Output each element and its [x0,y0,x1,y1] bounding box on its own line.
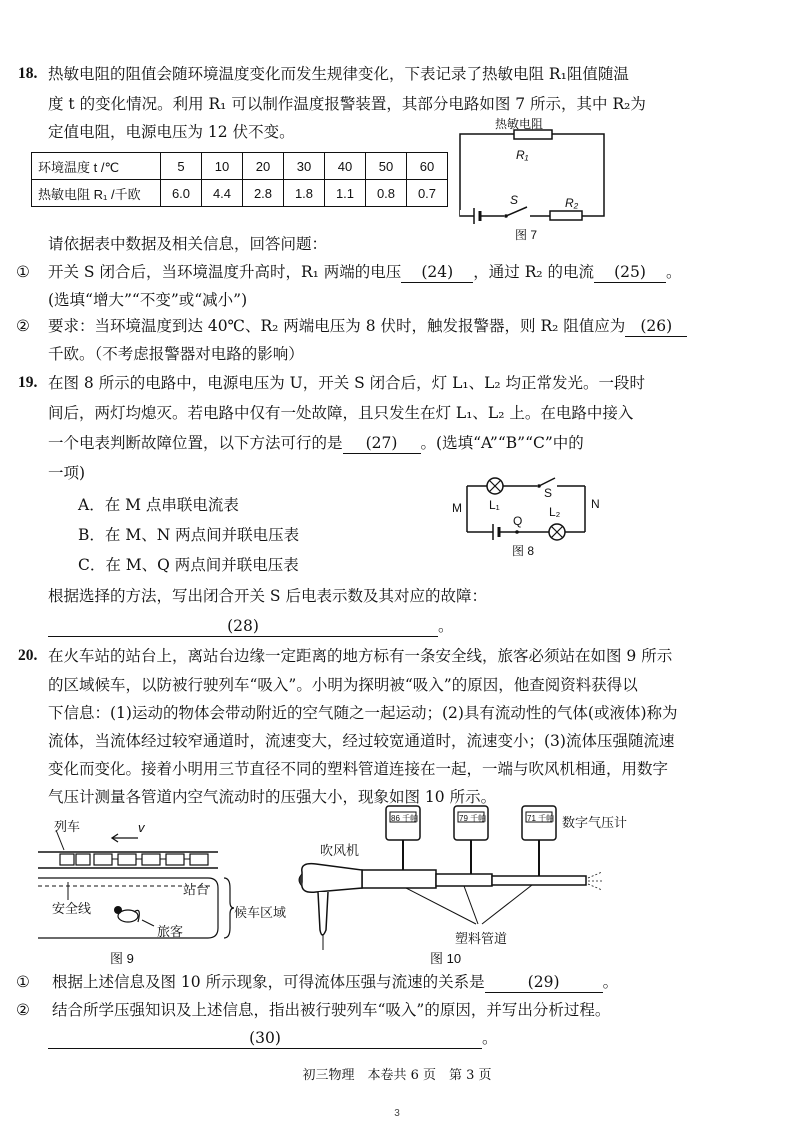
table-cell: 4.4 [202,180,243,207]
fig10-caption: 图 10 [430,951,462,966]
fig10-pipe-label: 塑料管道 [455,931,508,946]
switch-s-symbol [539,478,555,486]
table-cell: 10 [202,153,243,180]
q19-text-line4: 一项) [48,464,86,482]
q20-sub1-text [52,972,618,993]
fig9-velocity-label: v [138,820,145,835]
hair-dryer-icon [299,864,362,950]
fig7-s-label: S [510,193,519,207]
fig8-n-label: N [591,497,600,511]
q18-sub1-mark: ① [16,263,30,281]
q18-text-line1: 热敏电阻的阻值会随环境温度变化而发生规律变化，下表记录了热敏电阻 R₁阻值随温 [48,65,629,83]
air-flow-icon [588,872,602,890]
fig9-waiting-area-label: 候车区域 [234,905,287,920]
q18-sub1-part-c: 。 [666,263,682,281]
fig8-l2-label: L₂ [549,505,561,519]
q19-option-a: A．在 M 点串联电流表 [78,496,239,514]
fig8-q-label: Q [513,514,523,528]
q18-sub2-line2: 千欧。（不考虑报警器对电路的影响） [48,345,304,363]
table-cell: 5 [161,153,202,180]
thermistor-data-table [31,152,448,207]
answer-blank-30[interactable]: (30) [48,1028,482,1049]
fig10-dryer-label: 吹风机 [320,843,360,858]
table-header-temperature: 环境温度 t /℃ [32,153,161,180]
table-cell: 6.0 [161,180,202,207]
answer-blank-26[interactable]: (26) [625,316,687,337]
table-cell: 50 [366,153,407,180]
answer-blank-24[interactable]: (24) [401,262,473,283]
q20-text-line2: 的区域候车，以防被行驶列车“吸入”。小明为探明被“吸入”的原因，他查阅资料获得以 [48,676,638,694]
q20-sub1-prompt: 根据上述信息及图 10 所示现象，可得流体压强与流速的关系是 [52,973,485,991]
resistor-r2-symbol [550,211,582,220]
q20-sub1-mark: ① [16,973,30,991]
q19-line3-part-b: 。(选填“A”“B”“C”中的 [420,434,584,452]
q19-option-b: B．在 M、N 两点间并联电压表 [78,526,300,544]
q18-sub1-line2: (选填“增大”“不变”或“减小”) [48,291,248,309]
table-cell: 0.7 [407,180,448,207]
q19-line3-part-a: 一个电表判断故障位置，以下方法可行的是 [48,434,343,452]
q20-text-line5: 变化而变化。接着小明用三节直径不同的塑料管道连接在一起，一端与吹风机相通，用数字 [48,760,669,778]
q19-after-text: 根据选择的方法，写出闭合开关 S 后电表示数及其对应的故障： [48,587,487,605]
fig7-r2-label: R₂ [565,196,579,210]
fig8-m-label: M [452,501,462,515]
q20-text-line6: 气压计测量各管道内空气流动时的压强大小，现象如图 10 所示。 [48,788,497,806]
fig7-thermistor-label: 热敏电阻 [495,117,544,131]
q18-sub1-part-b: ，通过 R₂ 的电流 [473,263,595,281]
fig7-caption: 图 7 [515,228,538,242]
gauge-3-reading: 71 千帕 [527,814,555,823]
fig9-passenger-label: 旅客 [157,924,184,939]
fig9-caption: 图 9 [110,951,134,966]
answer-blank-28[interactable]: (28) [48,616,438,637]
q19-text-line3 [48,433,584,454]
q18-prompt: 请依据表中数据及相关信息，回答问题： [48,235,328,253]
table-row-resistance [32,180,448,207]
q20-sub2-text: 结合所学压强知识及上述信息，指出被行驶列车“吸入”的原因，并写出分析过程。 [52,1001,611,1019]
fig10-gauge-label: 数字气压计 [562,815,628,830]
q19-answer-line [48,616,454,637]
answer-blank-29[interactable]: (29) [485,972,603,993]
fig8-s-label: S [544,486,553,500]
gauge-1-reading: 86 千帕 [391,814,419,823]
figure-10-apparatus [296,800,606,956]
fig8-caption: 图 8 [512,544,535,558]
answer-blank-27[interactable]: (27) [343,433,421,454]
gauge-2-reading: 79 千帕 [459,814,487,823]
table-cell: 0.8 [366,180,407,207]
page-number: 3 [394,1108,400,1119]
question-number-18: 18. [18,65,38,82]
table-cell: 2.8 [243,180,284,207]
table-cell: 1.1 [325,180,366,207]
q18-sub1-part-a: 开关 S 闭合后，当环境温度升高时，R₁ 两端的电压 [48,263,402,281]
q19-text-line2: 间后，两灯均熄灭。若电路中仅有一处故障，且只发生在灯 L₁、L₂ 上。在电路中接入 [48,404,634,422]
table-row-temperature [32,153,448,180]
q20-sub1-end: 。 [602,973,619,991]
q20-sub2-end: 。 [482,1029,498,1047]
q18-sub2-mark: ② [16,317,30,335]
q20-text-line1: 在火车站的站台上，离站台边缘一定距离的地方标有一条安全线，旅客必须站在如图 9 所示 [48,647,673,665]
q18-text-line3: 定值电阻，电源电压为 12 伏不变。 [48,123,295,141]
fig8-l1-label: L₁ [489,498,500,512]
figure-8-circuit [455,472,605,552]
question-number-20: 20. [18,647,38,664]
figure-7-circuit [452,114,612,240]
q18-sub1-text [48,262,682,283]
passenger-icon [114,906,139,922]
fig7-r1-label: R₁ [516,148,529,162]
table-header-resistance: 热敏电阻 R₁ /千欧 [32,180,161,207]
table-cell: 20 [243,153,284,180]
fig9-platform-label: 站台 [183,882,210,897]
q18-text-line2: 度 t 的变化情况。利用 R₁ 可以制作温度报警装置，其部分电路如图 7 所示，其中 R₂为 [48,95,646,113]
answer-blank-25[interactable]: (25) [594,262,666,283]
q19-end-mark: 。 [438,617,454,635]
table-cell: 1.8 [284,180,325,207]
table-cell: 60 [407,153,448,180]
q20-sub2-mark: ② [16,1001,30,1019]
q18-sub2-part-a: 要求：当环境温度到达 40℃、R₂ 两端电压为 8 伏时，触发报警器，则 R₂ 阻值应为 [48,317,626,335]
q20-answer-line [48,1028,498,1049]
table-cell: 30 [284,153,325,180]
q19-text-line1: 在图 8 所示的电路中，电源电压为 U，开关 S 闭合后，灯 L₁、L₂ 均正常发光。一段时 [48,374,646,392]
table-cell: 40 [325,153,366,180]
q20-text-line4: 流体，当流体经过较窄通道时，流速变大，经过较宽通道时，流速变小；(3)流体压强随流速 [48,732,675,750]
q19-option-c: C．在 M、Q 两点间并联电压表 [78,556,299,574]
train-cars-icon [60,854,208,865]
fig9-train-label: 列车 [54,819,81,834]
pipe-icon [362,870,586,888]
q18-sub2-text [48,316,687,337]
q20-text-line3: 下信息：(1)运动的物体会带动附近的空气随之一起运动；(2)具有流动性的气体(或液体)称为 [48,704,678,722]
question-number-19: 19. [18,374,38,391]
page-footer: 初三物理 本卷共 6 页 第 3 页 [302,1068,492,1083]
fig9-safety-line-label: 安全线 [52,901,92,916]
